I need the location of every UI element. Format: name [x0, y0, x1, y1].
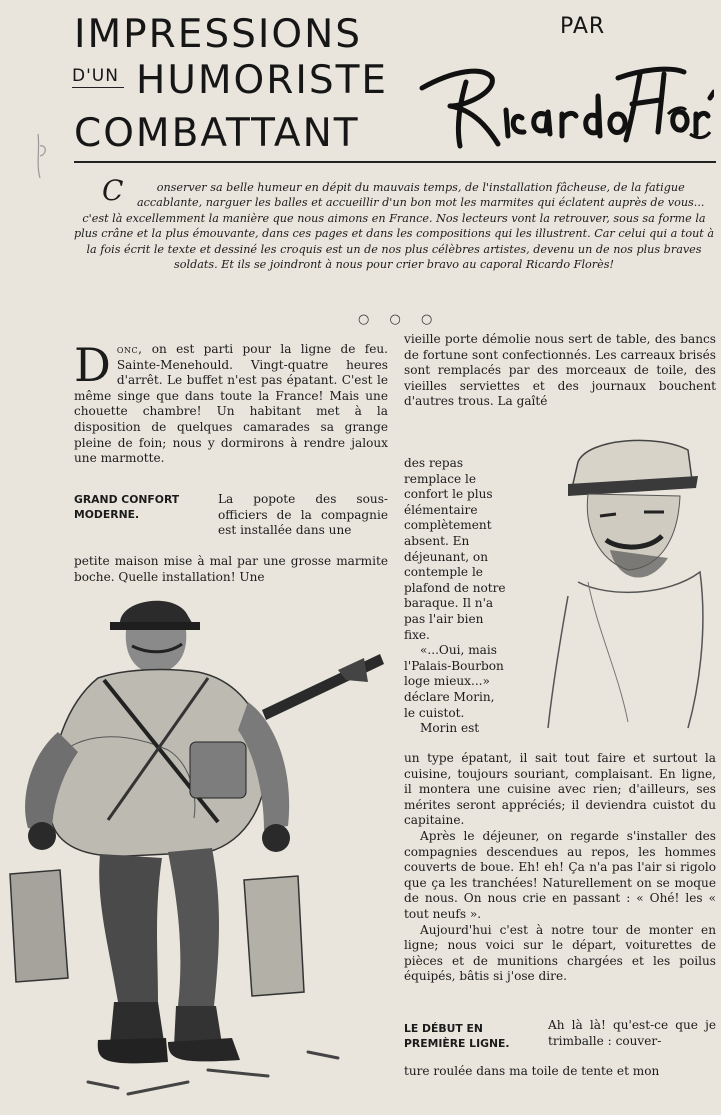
- para1-text: on est parti pour la ligne de feu. Sainte-Menehould. Vingt-quatre heures d'arrêt. Le buffet n'est pas épatant. C'est le même singe que dans toute la France! Mais une chouette chambre! Un habitant met à la disposition de quelques camarades sa grange pleine de foin; nous y dormirons à rendre jaloux une marmotte.: [74, 342, 388, 466]
- para1-caps: onc,: [116, 342, 143, 356]
- section-separator: ○ ○ ○: [358, 312, 441, 327]
- title-par: PAR: [560, 14, 606, 39]
- last-para-start: [548, 1018, 716, 1049]
- intro-text: onserver sa belle humeur en dépit du mauvais temps, de l'installation fâcheuse, de la fatigue accablante, narguer les balles et accueillir d'un bon mot les marmites qui éclatent auprès de vous... c'est là excellemment la manière que nous aimons en France. Nos lecteurs vont la retrouver, sous sa forme la plus crâne et la plus émouvante, dans ces pages et dans les compositions qui les illustrent. Car celui qui a tout à la fois écrit le texte et dessiné les croquis est un de nos plus célèbres artistes, devenu un de nos plus braves soldats. Et ils se joindront à nous pour crier bravo au caporal Ricardo Florès!: [73, 181, 715, 272]
- last-para-end-text: ture roulée dans ma toile de tente et mon: [404, 1064, 660, 1078]
- last-para-start-text: Ah là là! qu'est-ce que je trimballe : couver-: [548, 1018, 716, 1048]
- col2-top-text: vieille porte démolie nous sert de table, des bancs de fortune sont confectionnés. Les carreaux brisés sont remplacés par des morceaux de toile, des vieilles serviettes et des journaux bouchent d'autres trous. La gaîté: [404, 332, 716, 409]
- col2-morin-start: Morin est: [420, 721, 480, 736]
- para2-start: [218, 492, 388, 539]
- title-rule: [74, 161, 716, 163]
- title-dun: D'UN: [72, 66, 119, 86]
- para2-start-text: La popote des sous-officiers de la compagnie est installée dans une: [218, 492, 388, 538]
- title-dun-rule: [72, 87, 124, 88]
- title-line-3: COMBATTANT: [74, 111, 360, 156]
- column-right-top: [404, 332, 716, 410]
- subheading-grand-confort: GRAND CONFORT MODERNE.: [74, 493, 180, 521]
- intro-initial: C: [102, 174, 124, 207]
- subheading-premiere-ligne: LE DÉBUT EN PREMIÈRE LIGNE.: [404, 1022, 510, 1050]
- col2-morin-text: un type épatant, il sait tout faire et surtout la cuisine, toujours souriant, complaisant. En ligne, il montera une cuisine avec rien; d'ailleurs, ses mérites seront appréciés; il deviendra cuistot du capitaine.: [404, 751, 716, 828]
- para2-end-text: petite maison mise à mal par une grosse marmite boche. Quelle installation! Une: [74, 554, 388, 584]
- title-line-2-small: [72, 66, 124, 88]
- title-line-2: HUMORISTE: [136, 58, 389, 103]
- column-right-lower: [404, 751, 716, 985]
- column-right-narrow: [404, 456, 506, 737]
- margin-pencil-mark: [30, 128, 50, 198]
- para2-end: [74, 554, 388, 585]
- col2-today-text: Aujourd'hui c'est à notre tour de monter en ligne; nous voici sur le départ, voiturettes de pièces et de munitions chargées et les poilus équipés, bâtis si j'ose dire.: [404, 922, 716, 984]
- title-line-1: IMPRESSIONS: [74, 12, 363, 57]
- intro-paragraph: [72, 174, 716, 272]
- col2-narrow-text: des repas remplace le confort le plus élémentaire complètement absent. En déjeunant, on contemple le plafond de notre baraque. Il n'a pas l'air bien fixe.: [404, 456, 506, 642]
- officer-sketch: [528, 432, 718, 732]
- column-left-para-1: [74, 338, 388, 467]
- last-para-end: [404, 1064, 716, 1080]
- col2-after-text: Après le déjeuner, on regarde s'installer des compagnies descendues au repos, les hommes couverts de boue. Eh! eh! Ça n'a pas l'air si rigolo que ça les tranchées! Naturellement on se moque de nous. On nous crie en passant : « Ohé! les « tout neufs ».: [404, 828, 716, 921]
- drop-initial: D: [74, 338, 111, 392]
- col2-quote-text: «...Oui, mais l'Palais-Bourbon loge mieux...» déclare Morin, le cuistot.: [404, 643, 504, 720]
- signature-ricardo-flores: [414, 48, 714, 153]
- soldier-illustration: [8, 582, 400, 1112]
